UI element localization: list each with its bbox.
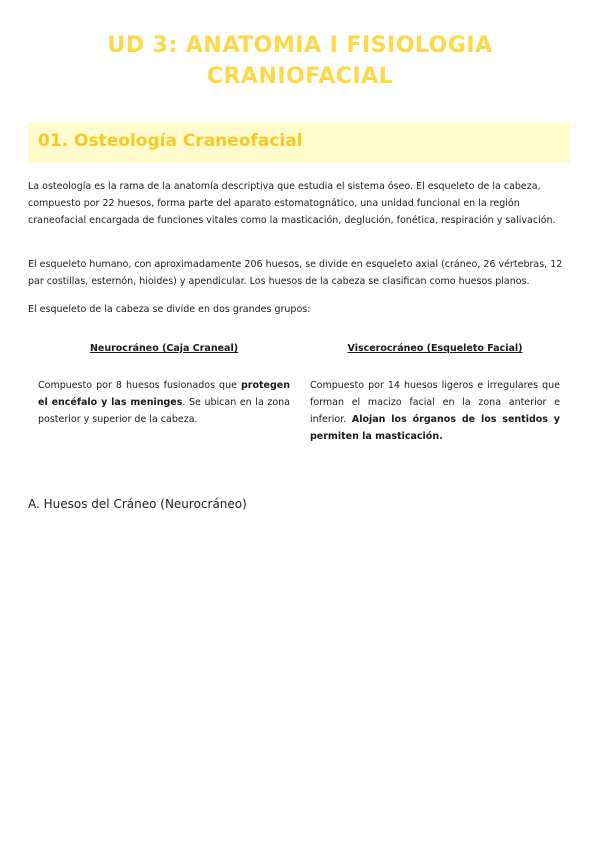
viscerocranium-text-1: Compuesto por 14 huesos ligeros e irregulares que forman el macizo facial en la zona anterior e inferior.	[310, 380, 560, 425]
paragraph-osteology: La osteología es la rama de la anatomía descriptiva que estudia el sistema óseo. El esqueleto de la cabeza, compuesto por 22 huesos, forma parte del aparato estomatognático, una unidad funcional en la región craneofacial encargada de funciones vitales como la masticación, deglución, fonética, respiración y salivación.	[28, 181, 556, 226]
viscerocranium-text-bold: Alojan los órganos de los sentidos y permiten la masticación.	[310, 414, 561, 442]
viscerocranium-description	[310, 377, 560, 445]
paragraph-groups-intro: El esqueleto de la cabeza se divide en dos grandes grupos:	[28, 304, 311, 315]
subheading-cranium-bones: A. Huesos del Cráneo (Neurocráneo)	[28, 497, 247, 511]
section-header	[28, 122, 570, 163]
title-line-2: CRANIOFACIAL	[206, 64, 394, 89]
page-title	[40, 30, 560, 92]
viscerocranium-heading: Viscerocráneo (Esqueleto Facial)	[347, 343, 523, 354]
neurocranium-description	[38, 377, 290, 428]
neurocranium-text-2: . Se ubican en la zona posterior y superior de la cabeza.	[38, 397, 290, 425]
neurocranium-heading: Neurocráneo (Caja Craneal)	[89, 343, 239, 354]
neurocranium-text-bold: protegen el encéfalo y las meninges	[38, 380, 290, 408]
neurocranium-text-1: Compuesto por 8 huesos fusionados que	[38, 380, 241, 391]
section-title: 01. Osteología Craneofacial	[38, 131, 303, 151]
title-line-1: UD 3: ANATOMIA I FISIOLOGIA	[107, 33, 493, 58]
paragraph-skeleton: El esqueleto humano, con aproximadamente 206 huesos, se divide en esqueleto axial (cráneo, 26 vértebras, 12 par costillas, esternón, hioides) y apendicular. Los huesos de la cabeza se clasifican como huesos planos.	[28, 259, 563, 287]
